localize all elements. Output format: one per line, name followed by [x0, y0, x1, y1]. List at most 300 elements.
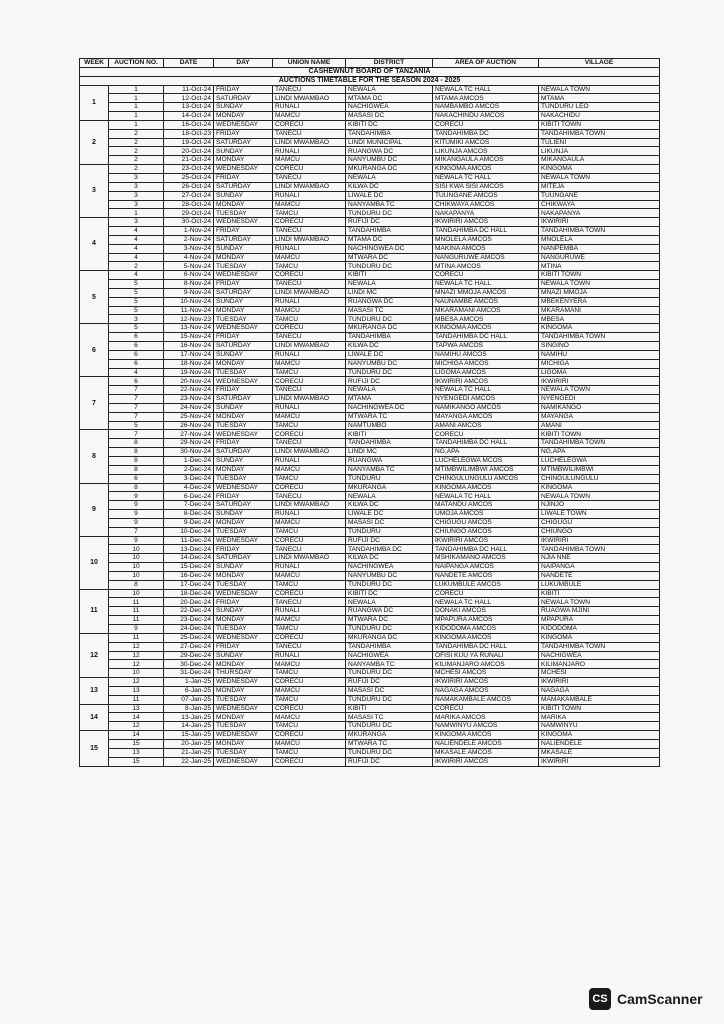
auction-no-cell: 2 [109, 156, 164, 165]
area-of-auction-cell: LIKUNJA AMCOS [433, 147, 539, 156]
date-cell: 22-Dec-24 [164, 607, 214, 616]
date-cell: 17-Nov-24 [164, 350, 214, 359]
auction-no-cell: 11 [109, 616, 164, 625]
day-cell: SUNDAY [214, 456, 273, 465]
area-of-auction-cell: TANDAHIMBA DC HALL [433, 545, 539, 554]
week-cell: 12 [80, 633, 109, 677]
date-cell: 29-Oct-24 [164, 209, 214, 218]
village-cell: TANDAHIMBA TOWN [539, 333, 660, 342]
date-cell: 30-Oct-24 [164, 218, 214, 227]
auction-no-cell: 7 [109, 527, 164, 536]
table-row [80, 395, 660, 404]
area-of-auction-cell: IKWIRIRI AMCOS [433, 757, 539, 766]
table-row [80, 607, 660, 616]
village-cell: MIKANGAULA [539, 156, 660, 165]
table-row [80, 739, 660, 748]
village-cell: CHINGULUNGULU [539, 474, 660, 483]
day-cell: SUNDAY [214, 510, 273, 519]
day-cell: WEDNESDAY [214, 704, 273, 713]
village-cell: MNOLELA [539, 235, 660, 244]
area-of-auction-cell: IKWIRIRI AMCOS [433, 678, 539, 687]
table-row [80, 731, 660, 740]
auction-no-cell: 9 [109, 518, 164, 527]
day-cell: FRIDAY [214, 386, 273, 395]
village-cell: MICHIGA [539, 359, 660, 368]
auction-no-cell: 3 [109, 315, 164, 324]
date-cell: 24-Dec-24 [164, 625, 214, 634]
table-row [80, 554, 660, 563]
district-cell: NANYUMBU DC [346, 359, 433, 368]
village-cell: TUNDURU LEO [539, 103, 660, 112]
table-row [80, 536, 660, 545]
day-cell: TUESDAY [214, 421, 273, 430]
auction-no-cell: 7 [109, 403, 164, 412]
day-cell: SUNDAY [214, 350, 273, 359]
date-cell: 16-Dec-24 [164, 571, 214, 580]
day-cell: SATURDAY [214, 138, 273, 147]
area-of-auction-cell: LUKUMBULE AMCOS [433, 580, 539, 589]
date-cell: 5-Nov-24 [164, 262, 214, 271]
village-cell: NAKACHIDU [539, 112, 660, 121]
auction-no-cell: 5 [109, 324, 164, 333]
week-cell: 4 [80, 218, 109, 271]
village-cell: TANDAHIMBA TOWN [539, 545, 660, 554]
village-cell: NEWALA TOWN [539, 85, 660, 94]
date-cell: 20-Jan-25 [164, 739, 214, 748]
auction-no-cell: 6 [109, 350, 164, 359]
district-cell: KIBITI [346, 430, 433, 439]
auction-no-cell: 11 [109, 633, 164, 642]
area-of-auction-cell: IKWIRIRI AMCOS [433, 377, 539, 386]
union-name-cell: TAMCU [273, 421, 346, 430]
table-row [80, 571, 660, 580]
date-cell: 1-Nov-24 [164, 227, 214, 236]
area-of-auction-cell: IKWIRIRI AMCOS [433, 218, 539, 227]
union-name-cell: CORECU [273, 377, 346, 386]
area-of-auction-cell: NANGURUWE AMCOS [433, 253, 539, 262]
district-cell: NACHINGWEA DC [346, 403, 433, 412]
auction-no-cell: 12 [109, 660, 164, 669]
district-cell: KILWA DC [346, 554, 433, 563]
area-of-auction-cell: MAYANGA AMCOS [433, 412, 539, 421]
day-cell: SATURDAY [214, 395, 273, 404]
auction-no-cell: 10 [109, 589, 164, 598]
village-cell: MTINA [539, 262, 660, 271]
district-cell: NEWALA [346, 386, 433, 395]
village-cell: NANPEMBA [539, 244, 660, 253]
day-cell: TUESDAY [214, 580, 273, 589]
date-cell: 19-Nov-24 [164, 368, 214, 377]
union-name-cell: MAMCU [273, 571, 346, 580]
table-row [80, 147, 660, 156]
auction-no-cell: 10 [109, 554, 164, 563]
area-of-auction-cell: MAKINA AMCOS [433, 244, 539, 253]
day-cell: TUESDAY [214, 722, 273, 731]
district-cell: TUNDURU DC [346, 209, 433, 218]
week-cell: 5 [80, 271, 109, 324]
union-name-cell: MAMCU [273, 359, 346, 368]
auction-no-cell: 2 [109, 165, 164, 174]
district-cell: KIBITI DC [346, 120, 433, 129]
area-of-auction-cell: NAKACHINDU AMCOS [433, 112, 539, 121]
auction-no-cell: 1 [109, 120, 164, 129]
village-cell: LIGOMA [539, 368, 660, 377]
table-row [80, 633, 660, 642]
auction-no-cell: 9 [109, 510, 164, 519]
area-of-auction-cell: NEWALA TC HALL [433, 85, 539, 94]
area-of-auction-cell: CORECU [433, 589, 539, 598]
table-row [80, 695, 660, 704]
auction-no-cell: 12 [109, 722, 164, 731]
district-cell: NACHIGWEA [346, 651, 433, 660]
auction-no-cell: 7 [109, 386, 164, 395]
day-cell: SUNDAY [214, 651, 273, 660]
union-name-cell: CORECU [273, 120, 346, 129]
table-row [80, 182, 660, 191]
table-row [80, 103, 660, 112]
date-cell: 18-Oct-23 [164, 129, 214, 138]
district-cell: NEWALA [346, 173, 433, 182]
village-cell: TANDAHIMBA TOWN [539, 227, 660, 236]
table-row [80, 518, 660, 527]
day-cell: SATURDAY [214, 182, 273, 191]
union-name-cell: MAMCU [273, 713, 346, 722]
village-cell: KINGOMA [539, 731, 660, 740]
col-header-date: DATE [164, 59, 214, 68]
area-of-auction-cell: KINGOMA AMCOS [433, 483, 539, 492]
date-cell: 24-Nov-24 [164, 403, 214, 412]
table-row [80, 377, 660, 386]
day-cell: WEDNESDAY [214, 483, 273, 492]
auction-no-cell: 4 [109, 271, 164, 280]
table-row [80, 288, 660, 297]
day-cell: FRIDAY [214, 439, 273, 448]
union-name-cell: TAMCU [273, 315, 346, 324]
district-cell: LINDI MC [346, 448, 433, 457]
date-cell: 3-Dec-24 [164, 474, 214, 483]
table-row [80, 200, 660, 209]
area-of-auction-cell: KINGOMA AMCOS [433, 731, 539, 740]
area-of-auction-cell: NG,APA [433, 448, 539, 457]
date-cell: 12-Nov-23 [164, 315, 214, 324]
auction-no-cell: 8 [109, 456, 164, 465]
auction-no-cell: 2 [109, 262, 164, 271]
table-row [80, 244, 660, 253]
table-row [80, 333, 660, 342]
village-cell: NAMIKANGO [539, 403, 660, 412]
day-cell: WEDNESDAY [214, 731, 273, 740]
timetable-body [80, 85, 660, 766]
village-cell: NAMIHU [539, 350, 660, 359]
date-cell: 29-Nov-24 [164, 439, 214, 448]
union-name-cell: RUNALI [273, 563, 346, 572]
union-name-cell: TANECU [273, 492, 346, 501]
date-cell: 29-Dec-24 [164, 651, 214, 660]
district-cell: TANDAHIMBA [346, 333, 433, 342]
date-cell: 25-Dec-24 [164, 633, 214, 642]
day-cell: MONDAY [214, 518, 273, 527]
auction-no-cell: 11 [109, 598, 164, 607]
district-cell: TANDAHIMBA [346, 642, 433, 651]
table-row [80, 510, 660, 519]
date-cell: 26-Oct-24 [164, 182, 214, 191]
table-row [80, 483, 660, 492]
date-cell: 7-Dec-24 [164, 501, 214, 510]
village-cell: KIBITI [539, 589, 660, 598]
area-of-auction-cell: MSHIKAMANO AMCOS [433, 554, 539, 563]
week-cell: 15 [80, 731, 109, 766]
district-cell: RUFIJI DC [346, 678, 433, 687]
date-cell: 23-Oct-24 [164, 165, 214, 174]
day-cell: WEDNESDAY [214, 324, 273, 333]
district-cell: NACHIGWEA [346, 103, 433, 112]
auction-no-cell: 10 [109, 571, 164, 580]
auction-no-cell: 11 [109, 695, 164, 704]
village-cell: NANDETE [539, 571, 660, 580]
union-name-cell: CORECU [273, 757, 346, 766]
date-cell: 16-Nov-24 [164, 342, 214, 351]
district-cell: TANDAHIMBA [346, 227, 433, 236]
village-cell: AMANI [539, 421, 660, 430]
area-of-auction-cell: NYENGEDI AMCOS [433, 395, 539, 404]
table-row [80, 713, 660, 722]
auction-no-cell: 7 [109, 430, 164, 439]
village-cell: MTAMA [539, 94, 660, 103]
auction-no-cell: 15 [109, 739, 164, 748]
day-cell: SATURDAY [214, 501, 273, 510]
village-cell: LUKUMBULE [539, 580, 660, 589]
date-cell: 2-Nov-24 [164, 235, 214, 244]
day-cell: TUESDAY [214, 748, 273, 757]
district-cell: RUFIJI DC [346, 377, 433, 386]
auction-no-cell: 7 [109, 395, 164, 404]
area-of-auction-cell: SISI KWA SISI AMCOS [433, 182, 539, 191]
day-cell: FRIDAY [214, 280, 273, 289]
area-of-auction-cell: NEWALA TC HALL [433, 598, 539, 607]
week-cell: 7 [80, 377, 109, 430]
village-cell: KIBITI TOWN [539, 704, 660, 713]
table-row [80, 642, 660, 651]
day-cell: WEDNESDAY [214, 165, 273, 174]
day-cell: MONDAY [214, 156, 273, 165]
village-cell: NANGURUWE [539, 253, 660, 262]
union-name-cell: TANECU [273, 333, 346, 342]
day-cell: TUESDAY [214, 625, 273, 634]
table-row [80, 262, 660, 271]
area-of-auction-cell: AMANI AMCOS [433, 421, 539, 430]
date-cell: 9-Nov-24 [164, 288, 214, 297]
union-name-cell: MAMCU [273, 306, 346, 315]
col-header-village: VILLAGE [539, 59, 660, 68]
union-name-cell: MAMCU [273, 686, 346, 695]
day-cell: SATURDAY [214, 94, 273, 103]
date-cell: 6-Nov-24 [164, 271, 214, 280]
union-name-cell: RUNALI [273, 651, 346, 660]
table-row [80, 580, 660, 589]
village-cell: IKWIRIRI [539, 678, 660, 687]
district-cell: TUNDURU DC [346, 748, 433, 757]
auction-no-cell: 5 [109, 297, 164, 306]
village-cell: NJIA NNE [539, 554, 660, 563]
auction-no-cell: 9 [109, 492, 164, 501]
auction-no-cell: 10 [109, 669, 164, 678]
union-name-cell: RUNALI [273, 456, 346, 465]
table-row [80, 722, 660, 731]
table-row [80, 501, 660, 510]
day-cell: MONDAY [214, 660, 273, 669]
district-cell: NANYUMBU DC [346, 156, 433, 165]
union-name-cell: TANECU [273, 439, 346, 448]
union-name-cell: TANECU [273, 598, 346, 607]
village-cell: NYENGEDI [539, 395, 660, 404]
union-name-cell: TANECU [273, 280, 346, 289]
area-of-auction-cell: NALIENDELE AMCOS [433, 739, 539, 748]
union-name-cell: TAMCU [273, 580, 346, 589]
table-row [80, 191, 660, 200]
district-cell: KIBITI [346, 704, 433, 713]
auction-no-cell: 13 [109, 704, 164, 713]
district-cell: NEWALA [346, 492, 433, 501]
area-of-auction-cell: MTINA AMCOS [433, 262, 539, 271]
auction-no-cell: 3 [109, 191, 164, 200]
day-cell: FRIDAY [214, 642, 273, 651]
auction-no-cell: 5 [109, 306, 164, 315]
day-cell: SATURDAY [214, 288, 273, 297]
village-cell: MTIMBWILIMBWI [539, 465, 660, 474]
date-cell: 14-Oct-24 [164, 112, 214, 121]
area-of-auction-cell: MNOLELA AMCOS [433, 235, 539, 244]
union-name-cell: CORECU [273, 633, 346, 642]
union-name-cell: LINDI MWAMBAO [273, 395, 346, 404]
district-cell: KILWA DC [346, 501, 433, 510]
auction-no-cell: 3 [109, 182, 164, 191]
date-cell: 25-Oct-24 [164, 173, 214, 182]
area-of-auction-cell: NEWALA TC HALL [433, 386, 539, 395]
area-of-auction-cell: MICHIGA AMCOS [433, 359, 539, 368]
col-header-union-name: UNION NAME [273, 59, 346, 68]
table-row [80, 421, 660, 430]
village-cell: KIDODOMA [539, 625, 660, 634]
union-name-cell: MAMCU [273, 200, 346, 209]
col-header-auction-no: AUCTION NO. [109, 59, 164, 68]
area-of-auction-cell: KINGOMA AMCOS [433, 633, 539, 642]
table-row [80, 598, 660, 607]
area-of-auction-cell: TANDAHIMBA DC HALL [433, 642, 539, 651]
table-row [80, 748, 660, 757]
village-cell: KIBITI TOWN [539, 430, 660, 439]
date-cell: 13-Oct-24 [164, 103, 214, 112]
date-cell: 8-Nov-24 [164, 280, 214, 289]
day-cell: MONDAY [214, 112, 273, 121]
date-cell: 3-Nov-24 [164, 244, 214, 253]
day-cell: WEDNESDAY [214, 536, 273, 545]
day-cell: FRIDAY [214, 598, 273, 607]
union-name-cell: LINDI MWAMBAO [273, 235, 346, 244]
day-cell: TUESDAY [214, 368, 273, 377]
area-of-auction-cell: CORECU [433, 704, 539, 713]
area-of-auction-cell: MTAMA AMCOS [433, 94, 539, 103]
village-cell: MAYANGA [539, 412, 660, 421]
auction-no-cell: 3 [109, 173, 164, 182]
area-of-auction-cell: TANDAHIMBA DC HALL [433, 227, 539, 236]
table-row [80, 165, 660, 174]
union-name-cell: TAMCU [273, 669, 346, 678]
village-cell: KIBITI TOWN [539, 271, 660, 280]
district-cell: NAMTUMBO [346, 421, 433, 430]
district-cell: MASASI DC [346, 112, 433, 121]
union-name-cell: MAMCU [273, 616, 346, 625]
district-cell: TANDAHIMBA [346, 129, 433, 138]
date-cell: 27-Dec-24 [164, 642, 214, 651]
union-name-cell: CORECU [273, 536, 346, 545]
day-cell: FRIDAY [214, 173, 273, 182]
area-of-auction-cell: OFISI KUU YA RUNALI [433, 651, 539, 660]
date-cell: 26-Nov-24 [164, 421, 214, 430]
table-row [80, 85, 660, 94]
district-cell: TUNDURU DC [346, 315, 433, 324]
area-of-auction-cell: KIDODOMA AMCOS [433, 625, 539, 634]
district-cell: NANYUMBU DC [346, 571, 433, 580]
union-name-cell: TANECU [273, 227, 346, 236]
auction-no-cell: 10 [109, 563, 164, 572]
auction-no-cell: 6 [109, 377, 164, 386]
date-cell: 18-Nov-24 [164, 359, 214, 368]
village-cell: MBEKENYERA [539, 297, 660, 306]
auction-no-cell: 9 [109, 625, 164, 634]
district-cell: NANYAMBA TC [346, 465, 433, 474]
village-cell: NALIENDELE [539, 739, 660, 748]
area-of-auction-cell: MBESA AMCOS [433, 315, 539, 324]
auction-no-cell: 2 [109, 138, 164, 147]
col-header-district: DISTRICT [346, 59, 433, 68]
union-name-cell: TANECU [273, 85, 346, 94]
auction-no-cell: 2 [109, 147, 164, 156]
day-cell: MONDAY [214, 253, 273, 262]
day-cell: MONDAY [214, 686, 273, 695]
area-of-auction-cell: TAPWA AMCOS [433, 342, 539, 351]
date-cell: 22-Jan-25 [164, 757, 214, 766]
village-cell: TANDAHIMBA TOWN [539, 439, 660, 448]
table-row [80, 253, 660, 262]
village-cell: RUAGWA MJINI [539, 607, 660, 616]
district-cell: NANYAMBA TC [346, 200, 433, 209]
date-cell: 10-Dec-24 [164, 527, 214, 536]
union-name-cell: LINDI MWAMBAO [273, 342, 346, 351]
auction-no-cell: 1 [109, 85, 164, 94]
date-cell: 20-Nov-24 [164, 377, 214, 386]
union-name-cell: TAMCU [273, 262, 346, 271]
auction-no-cell: 6 [109, 342, 164, 351]
village-cell: CHIKWAYA [539, 200, 660, 209]
table-row [80, 350, 660, 359]
area-of-auction-cell: TANDAHIMBA DC HALL [433, 439, 539, 448]
union-name-cell: RUNALI [273, 607, 346, 616]
auction-no-cell: 13 [109, 748, 164, 757]
union-name-cell: RUNALI [273, 244, 346, 253]
union-name-cell: TANECU [273, 545, 346, 554]
union-name-cell: TAMCU [273, 368, 346, 377]
date-cell: 15-Dec-24 [164, 563, 214, 572]
auction-no-cell: 14 [109, 713, 164, 722]
table-row [80, 138, 660, 147]
date-cell: 10-Nov-24 [164, 297, 214, 306]
day-cell: MONDAY [214, 200, 273, 209]
date-cell: 16-Oct-24 [164, 120, 214, 129]
date-cell: 07-Jan-25 [164, 695, 214, 704]
auction-no-cell: 8 [109, 465, 164, 474]
area-of-auction-cell: CHIGUGU AMCOS [433, 518, 539, 527]
date-cell: 15-Nov-24 [164, 333, 214, 342]
